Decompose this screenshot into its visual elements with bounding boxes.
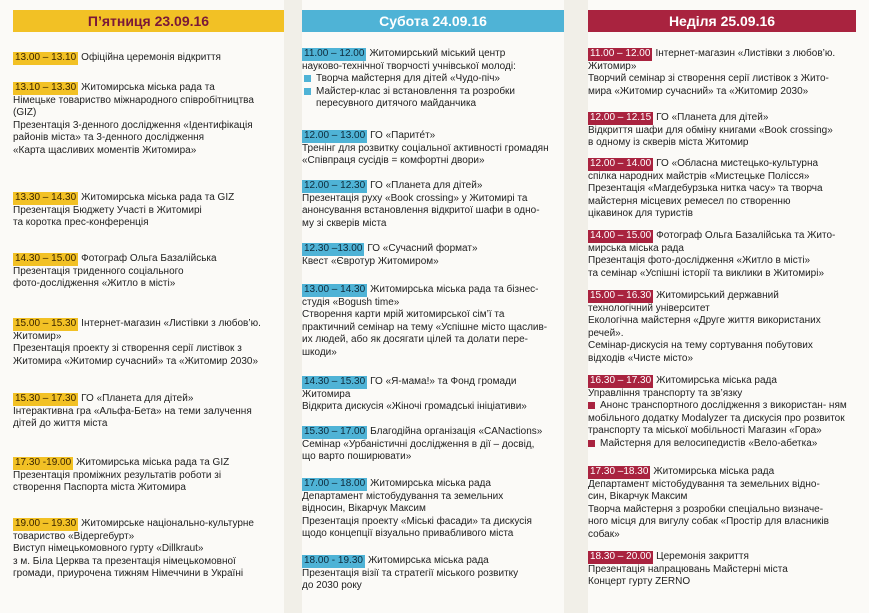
event-line [588,255,856,268]
event-line [588,112,856,125]
event-line [588,268,856,281]
event-text: ГО «Планета для дітей» [370,180,483,191]
event-text: та коротка прес-конференція [13,217,149,228]
event-time: 15.30 – 17.00 [304,426,366,437]
event-block [13,393,284,431]
event-block [588,551,856,589]
bullet-text: Творча майстерня для дітей «Чудо-піч» [316,73,500,84]
event-line [588,504,856,517]
event-text: до 2030 року [302,580,362,591]
event-text: з м. Біла Церква та презентація німецькомовної [13,555,236,567]
event-text: Презентація проекту зі створення серії листівок з [13,343,242,354]
event-line [588,466,856,479]
event-text: Презентація проміжних результатів роботи зі [13,469,222,481]
event-block [13,457,284,495]
event-line [302,193,564,206]
event-time: 13.30 – 14.30 [15,192,77,203]
event-text: речей». [588,327,624,339]
event-text: та семінар «Успішні історії та виклики в Житомирі» [588,267,825,279]
event-text: Департамент містобудування та земельних відно- [588,478,820,490]
event-text: Презентація фото-дослідження «Житло в місті» [588,255,811,266]
event-line [302,61,564,74]
event-text: товариство «Відергебурт» [13,530,135,542]
event-text: Управління транспорту та зв’язку [588,387,743,399]
event-text: Житомирська міська рада [367,555,489,566]
event-line [588,576,856,589]
event-text: Житомирська міська рада та GIZ [81,192,235,203]
event-line [13,278,284,291]
event-time: 14.30 – 15.30 [304,376,366,387]
event-line [302,309,564,322]
event-line [13,132,284,145]
event-line [13,393,284,406]
event-line [588,328,856,341]
event-time: 15.30 – 17.30 [15,393,77,404]
event-block [588,466,856,541]
event-line [13,543,284,556]
event-text: Презентація «Магдебурзька нитка часу» та творча [588,183,823,194]
event-line [13,266,284,279]
event-text: Житомирська міська рада та GIZ [76,457,230,468]
event-line [302,491,564,504]
event-text: спілка народних майстрів «Мистецьке Полісся» [588,170,810,182]
event-line [302,256,564,269]
event-block [588,290,856,365]
event-line [588,73,856,86]
event-block [588,48,856,98]
event-line [588,375,856,388]
event-text: Презентація руху «Book crossing» у Житомирі та [302,192,528,204]
event-line [13,556,284,569]
event-time: 19.00 – 19.30 [15,518,77,529]
bullet-text: Майстерня для велосипедистів «Вело-абетка» [600,437,818,449]
event-line [302,284,564,297]
event-line [302,555,564,568]
event-text: Презентація проекту «Міські фасади» та дискусія [302,515,532,527]
event-line [302,48,564,61]
event-block [302,243,564,268]
event-block [588,230,856,280]
event-time: 17.00 – 18.00 [304,478,366,489]
event-line [302,205,564,218]
event-line [588,86,856,99]
event-time: 18.00 - 19.30 [304,555,363,566]
event-line [302,568,564,581]
event-text: науково-технічної творчості учнівської молоді: [302,60,516,72]
event-time: 12.00 – 13.00 [304,130,366,141]
event-line [302,143,564,156]
event-time: 11.00 – 12.00 [304,48,365,59]
event-text: Житомира «Житомир сучасний» та «Житомир 2030» [13,355,259,367]
event-text: Житомира [302,388,351,400]
event-line [302,297,564,310]
day-column-sunday [588,0,856,587]
day-header: П’ятниця 23.09.16 [13,10,284,32]
event-block [13,518,284,581]
event-text: Житомирське національно-культурне [81,518,254,529]
event-time: 11.00 – 12.00 [590,48,651,59]
event-line [302,478,564,491]
event-text: Німецьке товариство міжнародного співробітництва [13,94,254,106]
event-time: 18.30 – 20.00 [590,551,652,562]
event-text: фото-дослідження «Житло в місті» [13,278,176,289]
event-time: 12.00 – 12.30 [304,180,366,191]
event-line [588,208,856,221]
event-text: ного місця для вигулу собак «Простір для власників [588,516,829,527]
event-text: Відкриття шафи для обміну книгами «Book crossing» [588,124,833,136]
event-block [588,158,856,221]
event-time: 17.30 –18.30 [590,466,649,477]
event-text: Департамент містобудування та земельних [302,490,504,502]
event-text: анонсування встановлення відкритої шафи в одно- [302,205,540,216]
event-text: «Карта щасливих моментів Житомира» [13,144,197,156]
bullet-text: Анонс транспортного дослідження з використан- ням мобільного додатку Modalyzer та дискусія про розвиток транспорту та міської мобільності Магазин «Гора» [588,400,847,436]
event-text: Творчий семінар зі створення серії листівок з Жито- [588,73,829,84]
event-line [588,125,856,138]
event-line [13,531,284,544]
event-text: Презентація Бюджету Участі в Житомирі [13,204,202,216]
event-text: Творча майстерня з розробки спеціально визначе- [588,503,824,515]
event-text: Презентація напрацювань Майстерні міста [588,563,788,575]
event-line [13,205,284,218]
event-line [13,95,284,108]
event-line [588,564,856,577]
event-text: ГО «Планета для дітей» [81,393,194,404]
event-line [13,192,284,205]
event-time: 13.10 – 13.30 [15,82,77,93]
event-text: Екологічна майстерня «Друге життя використаних [588,315,821,326]
event-block [302,376,564,414]
event-line [302,218,564,231]
event-line [588,137,856,150]
event-text: Створення карти мрій житомирської сім’ї та [302,309,505,320]
event-time: 12.00 – 12.15 [590,112,652,123]
bullet-square-icon [304,88,311,95]
event-line [588,516,856,529]
day-header: Неділя 25.09.16 [588,10,856,32]
event-bullet [588,400,856,438]
event-line [302,580,564,593]
event-text: Церемонія закриття [656,551,749,562]
event-line [588,303,856,316]
event-line [302,130,564,143]
event-text: син, Вікарчук Максим [588,491,688,502]
event-text: технологічний університет [588,302,710,314]
event-line [302,334,564,347]
event-line [13,107,284,120]
event-line [13,406,284,419]
day-header: Субота 24.09.16 [302,10,564,32]
event-line [588,171,856,184]
event-text: (GIZ) [13,107,37,118]
day-column-saturday [302,0,564,591]
event-block [302,478,564,541]
event-text: Фотограф Ольга Базалійська [81,253,217,264]
event-line [13,52,284,65]
event-text: Житомирська міська рада [653,466,775,477]
event-text: «Співпраця сусідів = комфортні двори» [302,155,485,166]
event-text: мирська міська рада [588,242,684,254]
event-text: Житомир» [588,60,637,72]
event-line [13,457,284,470]
event-line [13,120,284,133]
event-line [302,439,564,452]
event-text: ГО «Сучасний формат» [367,243,478,254]
event-line [302,401,564,414]
event-line [588,158,856,171]
event-line [13,217,284,230]
bullet-square-icon [588,440,595,447]
event-text: Інтернет-магазин «Листівки з любов’ю. [655,48,836,59]
bullet-text: Майстер-клас зі встановлення та розробки пересувного дитячого майданчика [316,85,516,109]
event-time: 12.00 – 14.00 [590,158,652,169]
event-text: мира «Житомир сучасний» та «Житомир 2030» [588,85,809,97]
event-text: Семінар «Урбаністичні дослідження в дії – досвід, [302,438,535,450]
event-time: 15.00 – 16.30 [590,290,652,301]
event-time: 14.00 – 15.00 [590,230,652,241]
event-line [13,518,284,531]
event-line [588,183,856,196]
event-line [13,356,284,369]
event-block [13,318,284,368]
event-time: 13.00 – 13.10 [15,52,77,63]
event-text: Семінар-дискусія на тему сортування побутових [588,340,813,351]
column-divider [564,0,588,613]
event-block [302,555,564,593]
event-text: Концерт гурту ZERNO [588,576,691,587]
event-block [13,253,284,291]
bullet-square-icon [304,75,311,82]
event-text: Квест «Євротур Житомиром» [302,255,439,267]
event-bullet [302,86,564,111]
event-line [588,315,856,328]
event-line [13,145,284,158]
event-text: Благодійна організація «CANactions» [370,426,543,437]
column-divider [284,0,302,613]
event-time: 16.30 – 17.30 [590,375,652,386]
event-text: Інтернет-магазин «Листівки з любов’ю. [81,318,261,329]
event-line [302,376,564,389]
event-text: Офіційна церемонія відкриття [81,52,221,63]
event-text: цікавинок для туристів [588,208,693,219]
event-text: майстерня місцевих ремесел по створенню [588,195,791,207]
event-text: Житомирський міський центр [369,48,506,59]
event-time: 17.30 -19.00 [15,457,72,468]
event-text: створення Паспорта міста Житомира [13,482,186,493]
event-line [302,503,564,516]
event-text: шкоди» [302,346,337,358]
event-text: в одному із скверів міста Житомир [588,137,749,148]
event-block [13,52,284,65]
event-time: 15.00 – 15.30 [15,318,77,329]
event-line [13,470,284,483]
event-line [13,418,284,431]
event-text: собак» [588,528,620,540]
event-text: щодо концепції візуально привабливого міста [302,528,514,539]
event-text: Презентація триденного соціального [13,265,184,277]
event-text: Житомирська міська рада [370,478,491,489]
event-text: Житомирський державний [656,290,779,301]
event-text: Житомир» [13,330,62,342]
event-block [302,130,564,168]
event-line [588,48,856,61]
event-line [588,551,856,564]
event-line [302,516,564,529]
event-line [302,322,564,335]
event-block [588,112,856,150]
event-line [302,243,564,256]
event-block [302,284,564,359]
event-line [588,230,856,243]
event-text: відходів «Чисте місто» [588,352,694,364]
event-line [13,568,284,581]
event-line [302,180,564,193]
event-line [302,389,564,402]
event-bullet [588,438,856,451]
event-block [302,180,564,230]
event-text: му зі скверів міста [302,217,387,229]
event-time: 14.30 – 15.00 [15,253,77,264]
event-line [588,479,856,492]
event-text: районів міста» та 3-денного дослідження [13,132,205,143]
event-line [13,331,284,344]
event-text: Житомирська міська рада та бізнес- [370,284,539,295]
event-text: студія «Bogush time» [302,296,400,308]
event-text: Презентація 3-денного дослідження «Ідентифікація [13,119,253,131]
event-line [13,318,284,331]
event-text: відносин, Вікарчук Максим [302,503,426,514]
event-line [13,253,284,266]
event-text: ГО «Я-мама!» та Фонд громади [370,376,517,387]
event-text: практичний семінар на тему «Успішне місто щаслив- [302,321,548,333]
event-bullet [302,73,564,86]
event-line [13,482,284,495]
event-line [588,61,856,74]
event-text: Тренінг для розвитку соціальної активності громадян [302,142,549,154]
event-text: ГО «Парите́т» [370,130,436,141]
event-block [13,192,284,230]
event-line [302,426,564,439]
event-text: громади, приурочена тижням Німеччини в Україні [13,568,244,579]
event-line [13,82,284,95]
event-line [588,290,856,303]
event-line [588,353,856,366]
event-text: ГО «Обласна мистецько-культурна [656,158,819,169]
event-text: Відкрита дискусія «Жіночі громадські ініціативи» [302,401,527,412]
event-text: Житомирська міська рада та [81,82,215,93]
event-block [13,82,284,157]
event-line [302,451,564,464]
event-time: 13.00 – 14.30 [304,284,366,295]
event-time: 12.30 –13.00 [304,243,363,254]
event-block [588,375,856,450]
event-text: що варто поширювати» [302,451,412,462]
event-block [302,48,564,111]
event-line [588,529,856,542]
event-line [13,343,284,356]
event-text: Інтерактивна гра «Альфа-Бета» на теми залучення [13,405,252,417]
bullet-square-icon [588,402,595,409]
event-line [588,243,856,256]
event-block [302,426,564,464]
event-text: Презентація візії та стратегії міського розвитку [302,567,519,579]
event-text: ГО «Планета для дітей» [656,112,769,123]
event-line [588,388,856,401]
event-text: Фотограф Ольга Базалійська та Жито- [656,230,836,241]
event-line [302,528,564,541]
event-line [588,340,856,353]
event-text: Виступ німецькомовного гурту «Dillkraut» [13,543,204,554]
event-line [302,155,564,168]
event-line [588,196,856,209]
event-line [302,347,564,360]
event-text: Житомирська міська рада [656,375,777,386]
event-text: дітей до життя міста [13,418,108,429]
event-line [588,491,856,504]
day-column-friday [13,0,284,579]
event-text: их людей, або як досягати цілей та долати пере- [302,334,528,345]
